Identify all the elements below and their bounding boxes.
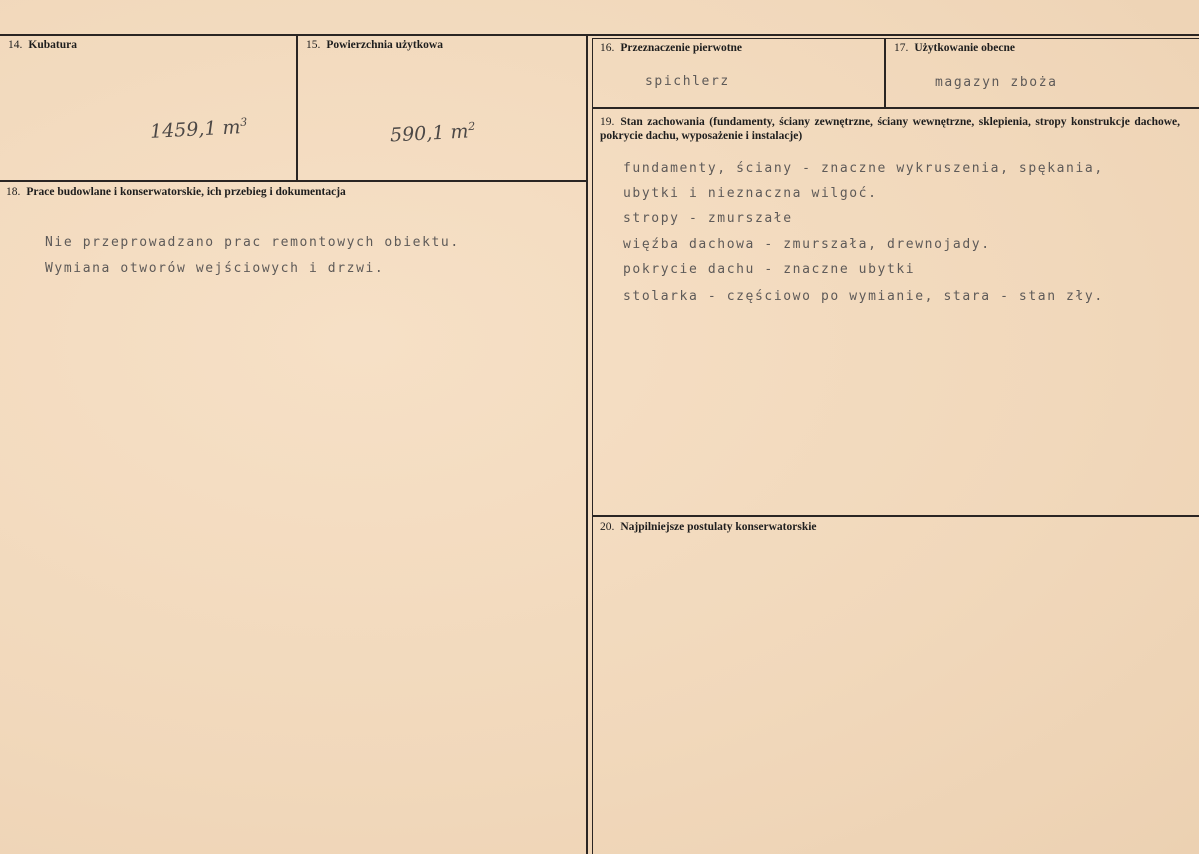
field-15-value-text: 590,1 m [389,120,469,147]
field-19-line-1: fundamenty, ściany - znaczne wykruszenia, spękania, [623,161,1104,176]
field-17-value: magazyn zboża [935,75,1058,90]
field-17-label [894,41,1015,55]
field-18-label [6,185,346,199]
divider-row-16-19 [592,107,1199,109]
field-20-number: 20. [600,521,615,533]
field-18-line-1: Nie przeprowadzano prac remontowych obiektu. [45,235,460,250]
field-16-title: Przeznaczenie pierwotne [620,42,743,54]
divider-col-main [586,34,588,854]
divider-col-14-15 [296,34,298,180]
field-19-title: Stan zachowania (fundamenty, ściany zewnętrzne, ściany wewnętrzne, sklepienia, stropy konstrukcje dachowe, pokrycie dachu, wyposażenie i instalacje) [600,116,1180,142]
field-14-title: Kubatura [28,39,77,51]
field-14-unit-sup: 3 [239,115,248,129]
field-19-line-3: stropy - zmurszałe [623,211,793,226]
field-16-label [600,41,742,55]
field-15-value [389,120,476,147]
field-16-value: spichlerz [645,74,730,89]
top-border [0,34,1199,36]
divider-row-19-20 [592,515,1199,517]
field-19-line-6: stolarka - częściowo po wymianie, stara - stan zły. [623,289,1104,304]
field-20-label [600,520,817,534]
field-19-label [600,115,1180,143]
field-18-line-2: Wymiana otworów wejściowych i drzwi. [45,261,385,276]
field-19-line-5: pokrycie dachu - znaczne ubytki [623,262,916,277]
field-15-title: Powierzchnia użytkowa [326,39,443,51]
field-18-number: 18. [6,186,21,198]
field-14-value-text: 1459,1 m [149,116,242,143]
field-15-unit-sup: 2 [467,119,476,134]
field-19-line-2: ubytki i nieznaczna wilgoć. [623,186,878,201]
field-14-value [149,115,248,142]
field-19-number: 19. [600,116,615,128]
field-19-line-4: więźba dachowa - zmurszała, drewnojady. [623,237,991,252]
field-15-number: 15. [306,39,321,51]
field-18-title: Prace budowlane i konserwatorskie, ich przebieg i dokumentacja [26,186,346,198]
divider-row-left [0,180,588,182]
field-14-label [8,38,77,52]
field-14-number: 14. [8,39,23,51]
field-20-title: Najpilniejsze postulaty konserwatorskie [620,521,817,533]
inner-left-19 [592,38,593,854]
field-16-number: 16. [600,42,615,54]
field-15-label [306,38,443,52]
top-border-right [592,38,1199,39]
field-17-title: Użytkowanie obecne [914,42,1015,54]
divider-col-16-17 [884,38,886,108]
field-17-number: 17. [894,42,909,54]
